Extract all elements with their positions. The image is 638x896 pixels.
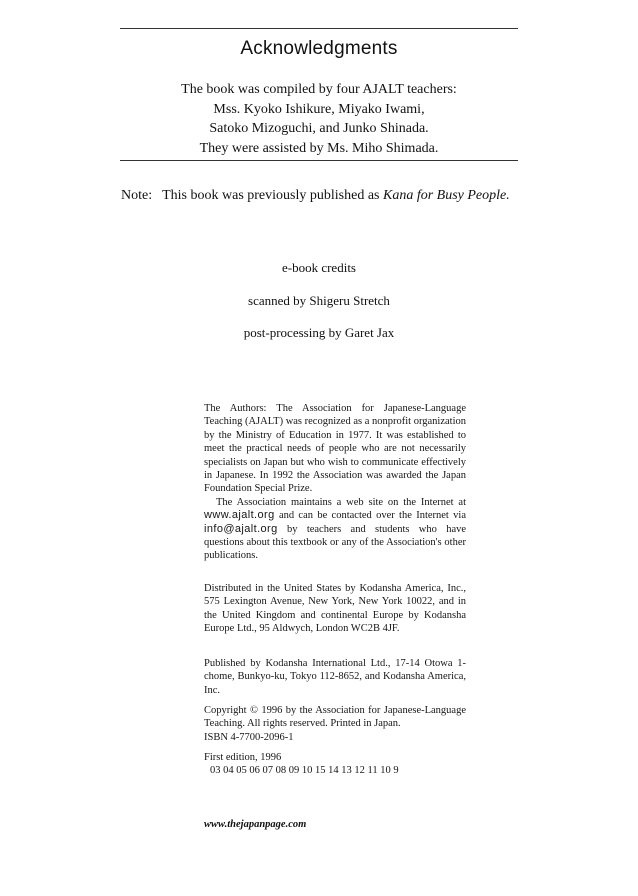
copyright-text: Copyright © 1996 by the Association for Japanese-Language Teaching. All rights reserved. Printed in Japan.	[204, 705, 466, 730]
distribution-notice	[204, 582, 466, 636]
acknowledgments-line: Mss. Kyoko Ishikure, Miyako Iwami,	[213, 101, 425, 117]
edition-info	[204, 751, 466, 778]
website-paragraph	[204, 496, 466, 563]
acknowledgments-title: Acknowledgments	[240, 38, 398, 59]
first-edition: First edition, 1996	[204, 752, 282, 763]
printing-line: 03 04 05 06 07 08 09 10 15 14 13 12 11 10 9	[210, 765, 399, 777]
top-divider	[120, 28, 518, 29]
note-text: This book was previously published as	[162, 188, 380, 203]
contact-intro: and can be contacted over the Internet via	[278, 510, 466, 522]
footer-website-link[interactable]: www.thejapanpage.com	[204, 819, 307, 830]
website-link[interactable]: www.ajalt.org	[204, 509, 275, 522]
note-label: Note:	[121, 188, 153, 203]
distribution-text: Distributed in the United States by Kodansha America, Inc., 575 Lexington Avenue, New York, New York 10022, and in the United Kingdom and continental Europe by Kodansha Europe Ltd., 95 Aldwych, London WC2B 4JF.	[204, 583, 466, 635]
bottom-divider	[120, 160, 518, 161]
acknowledgments-text	[0, 80, 638, 158]
website-intro: The Association maintains a web site on the Internet at	[216, 496, 466, 508]
isbn: ISBN 4-7700-2096-1	[204, 731, 294, 743]
authors-paragraph: The Authors: The Association for Japanese-Language Teaching (AJALT) was recognized as a nonprofit organization by the Ministry of Education in 1977. It was established to meet the practical needs of people who are not necessarily specialists on Japan but who wish to communicate effectively in Japanese. In 1992 the Association was awarded the Japan Foundation Special Prize.	[204, 403, 466, 495]
acknowledgments-line: The book was compiled by four AJALT teachers:	[181, 82, 457, 97]
credits-post-processing: post-processing by Garet Jax	[243, 325, 395, 340]
about-authors	[204, 402, 466, 563]
acknowledgments-line: Satoko Mizoguchi, and Junko Shinada.	[209, 121, 429, 136]
copyright-notice	[204, 704, 466, 744]
previous-title-note	[121, 188, 510, 204]
credits-scanned-by: scanned by Shigeru Stretch	[248, 293, 390, 308]
acknowledgments-line: They were assisted by Ms. Miho Shimada.	[199, 140, 439, 156]
credits-title: e-book credits	[281, 260, 356, 275]
publisher-notice	[204, 657, 466, 697]
note-book-title: Kana for Busy People.	[382, 188, 510, 203]
contact-outro: by teachers and students who have questions about this textbook or any of the Association's other publications.	[204, 523, 467, 562]
publisher-text: Published by Kodansha International Ltd., 17-14 Otowa 1-chome, Bunkyo-ku, Tokyo 112-8652, and Kodansha America, Inc.	[204, 658, 466, 696]
email-link[interactable]: info@ajalt.org	[204, 522, 278, 535]
